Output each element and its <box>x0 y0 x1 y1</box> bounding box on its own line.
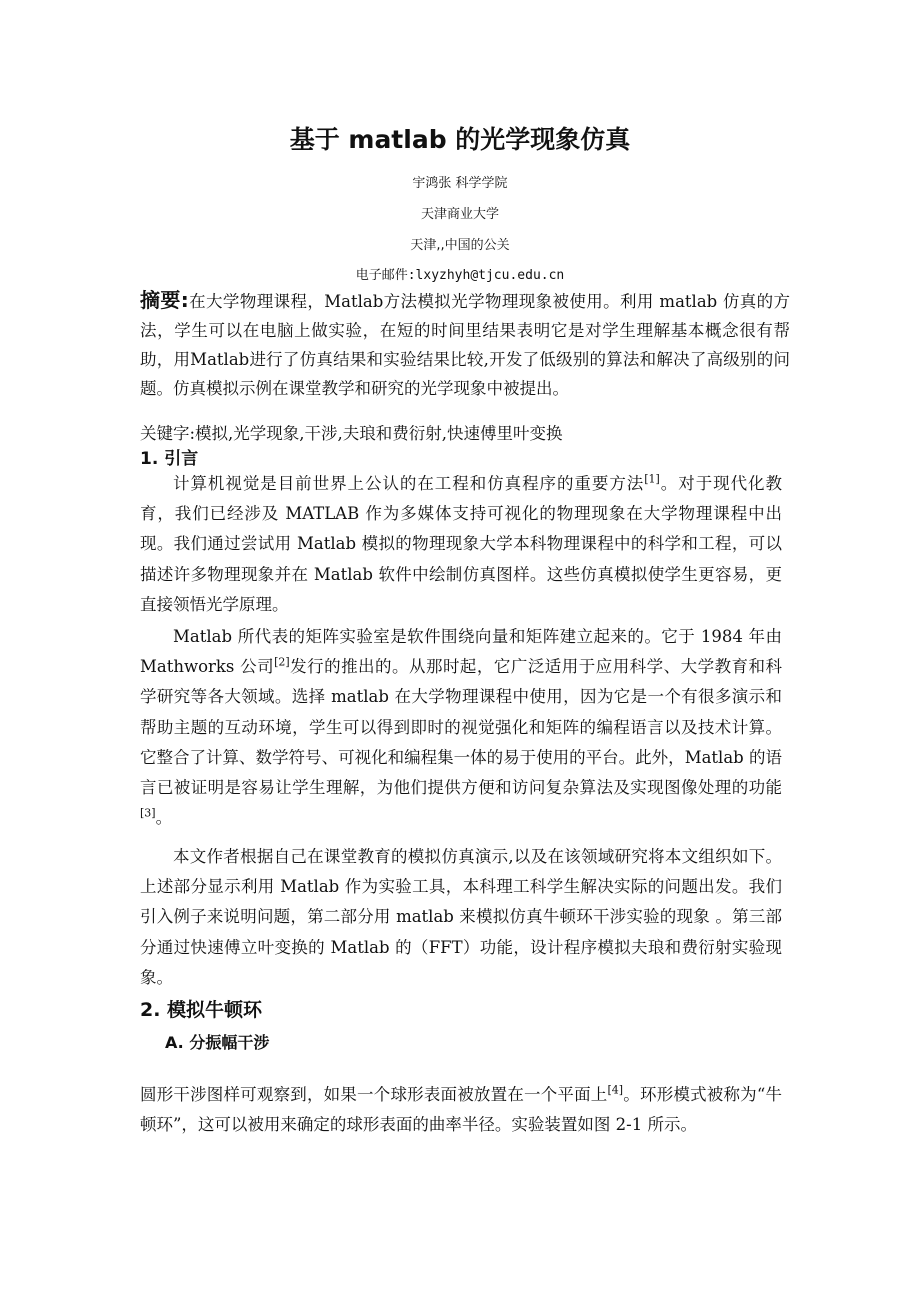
abstract-label: 摘要: <box>140 288 189 312</box>
citation-ref: [4] <box>607 1083 624 1097</box>
section-2-paragraph-1 <box>140 1080 782 1140</box>
email-line: 电子邮件:lxyzhyh@tjcu.edu.cn <box>355 268 565 283</box>
text-run: 。对于现代化教育，我们已经涉及 MATLAB 作为多媒体支持可视化的物理现象在大学物理课程中出现。我们通过尝试用 Matlab 模拟的物理现象大学本科物理课程中的科学和工程，可以描述许多物理现象并在 Matlab 软件中绘制仿真图样。这些仿真模拟使学生更容易，更直接领悟光学原理。 <box>140 474 782 614</box>
paper-title: 基于 matlab 的光学现象仿真 <box>289 125 631 154</box>
abstract <box>140 286 790 403</box>
author-line: 宇鸿张 科学学院 <box>412 176 508 191</box>
affiliation-line: 天津商业大学 <box>420 207 499 222</box>
subsection-a-heading: A. 分振幅干涉 <box>165 1033 270 1052</box>
text-run: 发行的推出的。从那时起，它广泛适用于应用科学、大学教育和科学研究等各大领域。选择 matlab 在大学物理课程中使用，因为它是一个有很多演示和帮助主题的互动环境，学生可以得到即时的视觉强化和矩阵的编程语言以及技术计算。它整合了计算、数学符号、可视化和编程集一体的易于使用的平台。此外，Matlab 的语言已被证明是容易让学生理解，为他们提供方便和访问复杂算法及实现图像处理的功能 <box>140 657 782 798</box>
section-1-heading: 1. 引言 <box>140 449 199 469</box>
location-line: 天津,,中国的公关 <box>410 238 510 253</box>
keywords-line: 关键字:模拟,光学现象,干涉,夫琅和费衍射,快速傅里叶变换 <box>140 424 563 443</box>
abstract-text: 在大学物理课程，Matlab方法模拟光学物理现象被使用。利用 matlab 仿真的方法，学生可以在电脑上做实验，在短的时间里结果表明它是对学生理解基本概念很有帮助，用Matlab进行了仿真结果和实验结果比较,开发了低级别的算法和解决了高级别的问题。仿真模拟示例在课堂教学和研究的光学现象中被提出。 <box>140 292 791 398</box>
intro-paragraph-1 <box>140 469 782 620</box>
text-run: 圆形干涉图样可观察到，如果一个球形表面被放置在一个平面上 <box>140 1085 608 1104</box>
text-run: 。环形模式被称为“牛顿环”，这可以被用来确定的球形表面的曲率半径。实验装置如图 2-1 所示。 <box>140 1085 783 1135</box>
text-run: Matlab 所代表的矩阵实验室是软件围绕向量和矩阵建立起来的。它于 1984 年由 Mathworks 公司 <box>140 627 782 677</box>
citation-ref: [2] <box>274 655 290 669</box>
citation-ref: [1] <box>644 472 660 486</box>
citation-ref: [3] <box>140 806 156 820</box>
text-run: 。 <box>155 808 173 828</box>
text-run: 计算机视觉是目前世界上公认的在工程和仿真程序的重要方法 <box>173 474 645 493</box>
intro-paragraph-2 <box>140 622 782 833</box>
intro-paragraph-3: 本文作者根据自己在课堂教育的模拟仿真演示,以及在该领域研究将本文组织如下。上述部分显示利用 Matlab 作为实验工具，本科理工科学生解决实际的问题出发。我们引入例子来说明问题，第二部分用 matlab 来模拟仿真牛顿环干涉实验的现象 。第三部分通过快速傅立叶变换的 Matlab 的（FFT）功能，设计程序模拟夫琅和费衍射实验现象。 <box>140 847 782 987</box>
section-2-heading: 2. 模拟牛顿环 <box>140 999 263 1021</box>
